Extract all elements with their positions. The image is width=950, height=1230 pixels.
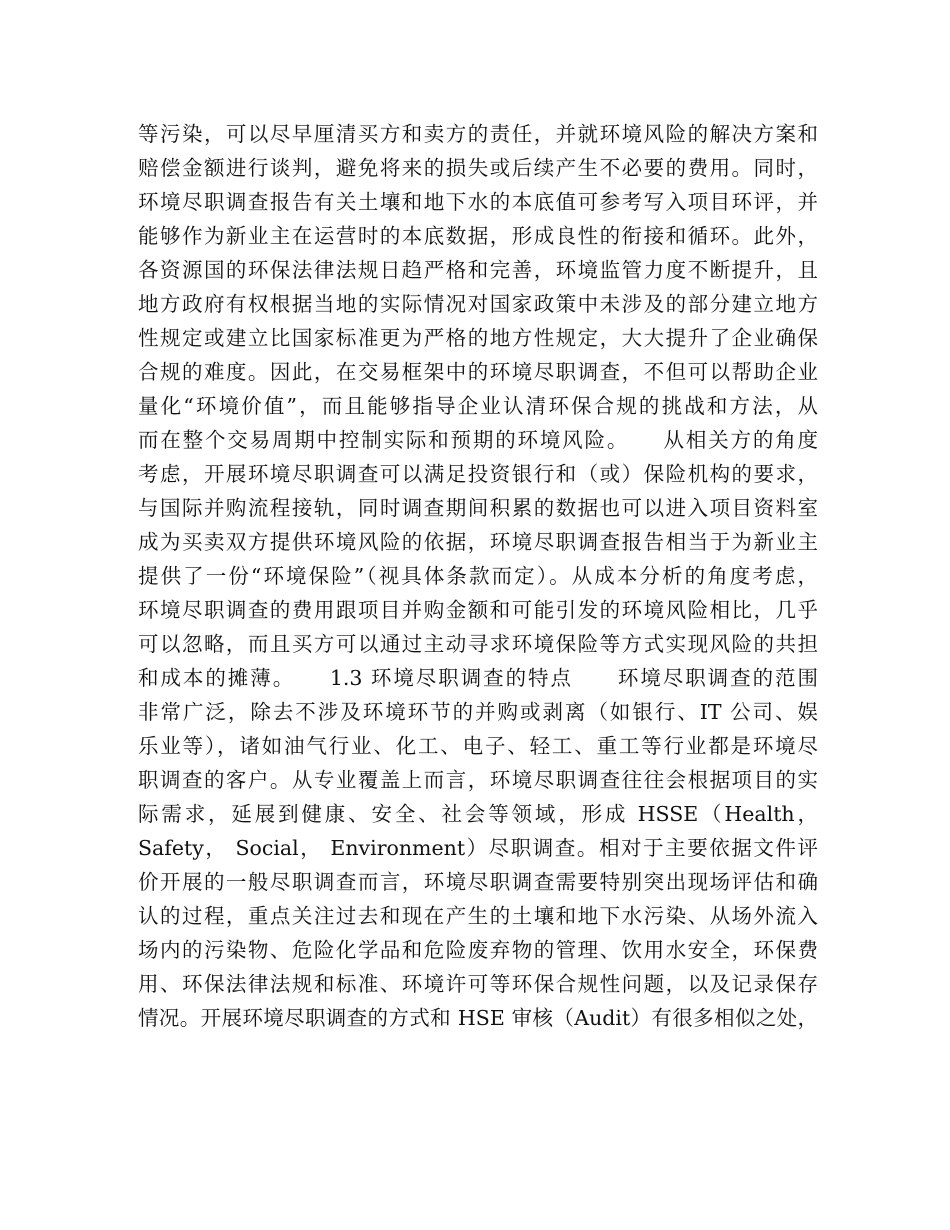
text-line: 职调查的客户。从专业覆盖上而言，环境尽职调查往往会根据项目的实 — [138, 768, 818, 792]
text-line: 地方政府有权根据当地的实际情况对国家政策中未涉及的部分建立地方 — [138, 292, 818, 316]
text-line: 可以忽略，而且买方可以通过主动寻求环境保险等方式实现风险的共担 — [138, 632, 818, 656]
text-line: 际需求，延展到健康、安全、社会等领域，形成 HSSE（Health， — [138, 802, 818, 826]
text-line: 认的过程，重点关注过去和现在产生的土壤和地下水污染、从场外流入 — [138, 904, 818, 928]
text-line: 各资源国的环保法律法规日趋严格和完善，环境监管力度不断提升，且 — [138, 258, 818, 282]
text-line: 成为买卖双方提供环境风险的依据，环境尽职调查报告相当于为新业主 — [138, 530, 818, 554]
text-line: 能够作为新业主在运营时的本底数据，形成良性的衔接和循环。此外， — [138, 224, 818, 248]
body-text — [138, 117, 818, 1035]
text-line: Safety， Social， Environment）尽职调查。相对于主要依据文件评 — [138, 836, 818, 860]
text-line: 性规定或建立比国家标准更为严格的地方性规定，大大提升了企业确保 — [138, 326, 818, 350]
text-line: 考虑，开展环境尽职调查可以满足投资银行和（或）保险机构的要求， — [138, 462, 818, 486]
text-line: 非常广泛，除去不涉及环境环节的并购或剥离（如银行、IT 公司、娱 — [138, 700, 818, 724]
text-line: 场内的污染物、危险化学品和危险废弃物的管理、饮用水安全，环保费 — [138, 938, 818, 962]
text-line: 用、环保法律法规和标准、环境许可等环保合规性问题，以及记录保存 — [138, 972, 818, 996]
text-line: 情况。开展环境尽职调查的方式和 HSE 审核（Audit）有很多相似之处， — [138, 1006, 818, 1030]
text-line: 价开展的一般尽职调查而言，环境尽职调查需要特别突出现场评估和确 — [138, 870, 818, 894]
text-line: 和成本的摊薄。 1.3 环境尽职调查的特点 环境尽职调查的范围 — [138, 666, 818, 690]
text-line: 赔偿金额进行谈判，避免将来的损失或后续产生不必要的费用。同时， — [138, 156, 818, 180]
text-line: 等污染，可以尽早厘清买方和卖方的责任，并就环境风险的解决方案和 — [138, 122, 818, 146]
text-line: 提供了一份“环境保险”（视具体条款而定）。从成本分析的角度考虑， — [138, 564, 818, 588]
text-line: 环境尽职调查报告有关土壤和地下水的本底值可参考写入项目环评，并 — [138, 190, 818, 214]
text-line: 而在整个交易周期中控制实际和预期的环境风险。 从相关方的角度 — [138, 428, 818, 452]
text-line: 环境尽职调查的费用跟项目并购金额和可能引发的环境风险相比，几乎 — [138, 598, 818, 622]
text-line: 合规的难度。因此，在交易框架中的环境尽职调查，不但可以帮助企业 — [138, 360, 818, 384]
text-line: 乐业等），诸如油气行业、化工、电子、轻工、重工等行业都是环境尽 — [138, 734, 818, 758]
text-line: 与国际并购流程接轨，同时调查期间积累的数据也可以进入项目资料室 — [138, 496, 818, 520]
text-line: 量化“环境价值”，而且能够指导企业认清环保合规的挑战和方法，从 — [138, 394, 818, 418]
